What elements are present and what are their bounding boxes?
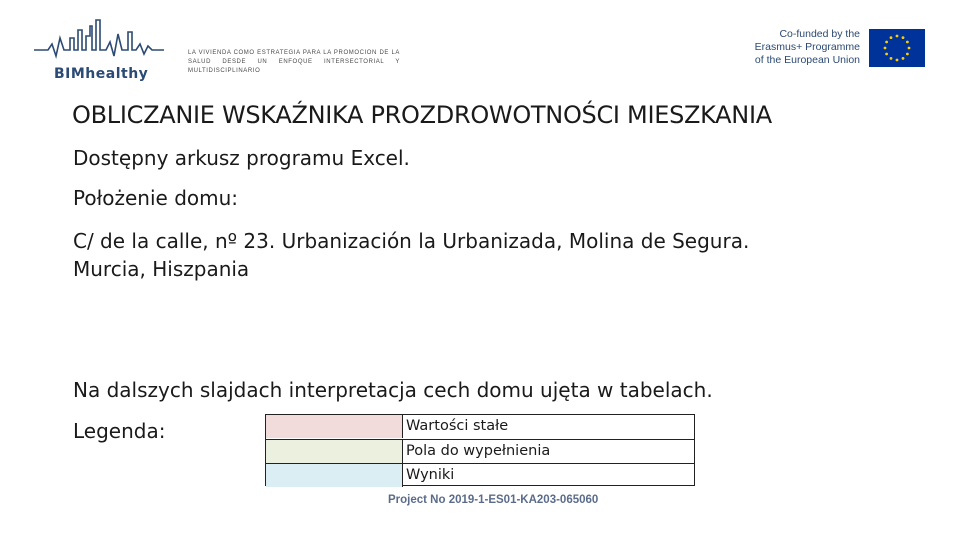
eu-star-icon — [906, 41, 909, 44]
legend-label: Legenda: — [73, 419, 166, 443]
project-number: Project No 2019-1-ES01-KA203-065060 — [388, 494, 599, 506]
legend-row — [266, 415, 694, 438]
eu-star-icon — [885, 41, 888, 44]
legend-item-label: Pola do wypełnienia — [406, 443, 551, 459]
eu-star-icon — [896, 59, 899, 62]
legend-row — [266, 439, 694, 463]
legend-item-label: Wyniki — [406, 467, 455, 483]
eu-funding-text — [700, 28, 860, 67]
eu-text-line: Erasmus+ Programme — [754, 41, 860, 53]
legend-table — [265, 414, 695, 486]
logo-wordmark: BIMhealthy — [54, 66, 149, 82]
eu-flag-icon — [869, 29, 925, 67]
location-heading: Położenie domu: — [73, 186, 239, 210]
eu-star-icon — [890, 36, 893, 39]
eu-text-line: of the European Union — [754, 54, 860, 66]
address-line: Murcia, Hiszpania — [73, 257, 250, 281]
eu-star-icon — [885, 53, 888, 56]
eu-star-icon — [884, 47, 887, 50]
skyline-heartbeat-icon — [34, 16, 164, 66]
eu-star-icon — [906, 53, 909, 56]
eu-star-icon — [908, 47, 911, 50]
tables-note: Na dalszych slajdach interpretacja cech domu ujęta w tabelach. — [73, 378, 713, 402]
legend-row — [266, 463, 694, 487]
eu-star-icon — [896, 35, 899, 38]
legend-swatch — [266, 440, 403, 463]
eu-star-icon — [890, 57, 893, 60]
excel-note: Dostępny arkusz programu Excel. — [73, 146, 410, 170]
eu-text-line: Co-funded by the — [779, 28, 860, 40]
project-tagline: LA VIVIENDA COMO ESTRATEGIA PARA LA PROMOCION DE LA SALUD DESDE UN ENFOQUE INTERSECTORIAL Y MULTIDISCIPLINARIO — [188, 50, 400, 74]
address-line: C/ de la calle, nº 23. Urbanización la Urbanizada, Molina de Segura. — [73, 229, 750, 253]
slide-title: OBLICZANIE WSKAŹNIKA PROZDROWOTNOŚCI MIESZKANIA — [72, 101, 772, 129]
legend-swatch — [266, 464, 403, 487]
legend-item-label: Wartości stałe — [406, 418, 509, 434]
eu-star-icon — [902, 57, 905, 60]
eu-star-icon — [902, 36, 905, 39]
legend-swatch — [266, 415, 403, 438]
